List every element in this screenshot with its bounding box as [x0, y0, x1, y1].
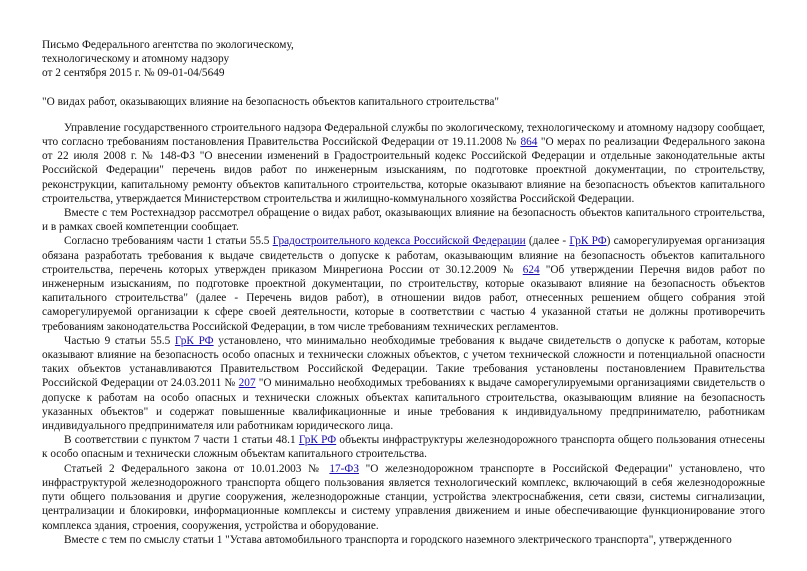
paragraph-3-text-a: Согласно требованиям части 1 статьи 55.5 — [64, 235, 273, 248]
paragraph-6-text-a: Статьей 2 Федерального закона от 10.01.2003 № — [64, 462, 330, 475]
link-grk-full[interactable]: Градостроительного кодекса Российской Федерации — [272, 235, 526, 248]
header-line-2: технологическому и атомному надзору — [42, 53, 230, 66]
header-line-1: Письмо Федерального агентства по экологическому, — [42, 39, 294, 51]
paragraph-4-text-a: Частью 9 статьи 55.5 — [64, 334, 175, 347]
paragraph-3-text-c: ) саморегулируемая организация обязана разработать требования к выдаче свидетельств о допуске к работам, оказывающим влияние на безопасность объектов капитального строительства, перечень которых утвержден приказом Минрегиона России от 30.12.2009 № — [42, 235, 765, 276]
paragraph-2: Вместе с тем Ростехнадзор рассмотрел обращение о видах работ, оказывающих влияние на безопасность объектов капитального строительства, и в рамках своей компетенции сообщает. — [42, 207, 765, 234]
paragraph-3-text-d: "Об утверждении Перечня видов работ по инженерным изысканиям, по подготовке проектной документации, по строительству, которые оказывают влияние на безопасность объектов капитального строительства" (далее - Перечень видов работ), в отношении видов работ, отнесенных решением общего собрания этой саморегулируемой организации к сфере своей деятельности, которые в соответствии с частью 4 указанной статьи не должны противоречить требованиям законодательства Российской Федерации, в том числе требованиям технических регламентов. — [42, 263, 765, 333]
paragraph-7: Вместе с тем по смыслу статьи 1 "Устава автомобильного транспорта и городского наземного электрического транспорта", утвержденного — [64, 533, 732, 546]
link-grk-short-2[interactable]: ГрК РФ — [174, 334, 214, 347]
paragraph-3 — [42, 234, 765, 333]
paragraph-5 — [42, 433, 765, 461]
link-resolution-207[interactable]: 207 — [238, 377, 256, 390]
paragraph-3-text-b: (далее - — [525, 235, 570, 248]
paragraph-4-text-c: "О минимально необходимых требованиях к выдаче саморегулируемыми организациями свидетельств о допуске к работам на особо опасных и технически сложных объектах капитального строительства, оказывающим влияние на безопасность указанных объектов" и содержат повышенные квалификационные и иные требования к индивидуальному предпринимателю, работникам индивидуального предпринимателя или работникам юридического лица. — [42, 377, 765, 433]
link-grk-short-1[interactable]: ГрК РФ — [569, 235, 607, 248]
link-law-17fz[interactable]: 17-ФЗ — [329, 462, 360, 475]
paragraph-4 — [42, 334, 765, 433]
paragraph-4-text-b: установлено, что минимально необходимые требования к выдаче свидетельств о допуске к работам, которые оказывают влияние на безопасность особо опасных и технически сложных объектов, с учетом технической сложности и потенциальной опасности таких объектов устанавливаются Правительством Российской Федерации. Такие требования установлены постановлением Правительства Российской Федерации от 24.03.2011 № — [42, 334, 765, 390]
document-body — [42, 121, 765, 547]
link-order-624[interactable]: 624 — [522, 263, 540, 276]
paragraph-6-text-b: "О железнодорожном транспорте в Российской Федерации" установлено, что инфраструктурой железнодорожного транспорта общего пользования является технологический комплекс, включающий в себя железнодорожные пути общего пользования и другие сооружения, железнодорожные станции, устройства электроснабжения, сети связи, системы сигнализации, централизации и блокировки, информационные комплексы и систему управления движением и иные обеспечивающие функционирование этого комплекса здания, строения, сооружения, устройства и оборудование. — [42, 462, 765, 532]
link-resolution-864[interactable]: 864 — [520, 136, 538, 149]
paragraph-1-text-a: Управление государственного строительного надзора Федеральной службы по экологическому, технологическому и атомному надзору сообщает, что согласно требованиям постановления Правительства Российской Федерации от 19.11.2008 № — [42, 121, 765, 149]
link-grk-short-3[interactable]: ГрК РФ — [298, 434, 337, 447]
paragraph-6 — [42, 462, 765, 533]
header-line-3: от 2 сентября 2015 г. № 09-01-04/5649 — [42, 67, 225, 80]
document-header — [42, 38, 765, 81]
paragraph-1 — [42, 121, 765, 206]
paragraph-5-text-b: объекты инфраструктуры железнодорожного транспорта общего пользования отнесены к особо опасным и технически сложным объектам капитального строительства. — [42, 434, 765, 461]
paragraph-5-text-a: В соответствии с пунктом 7 части 1 статьи 48.1 — [64, 434, 299, 447]
document-title: "О видах работ, оказывающих влияние на безопасность объектов капитального строительства" — [42, 95, 499, 108]
paragraph-1-text-b: "О мерах по реализации Федерального закона от 22 июля 2008 г. № 148-ФЗ "О внесении изменений в Градостроительный кодекс Российской Федерации и отдельные законодательные акты Российской Федерации" перечень видов работ по инженерным изысканиям, по подготовке проектной документации, по строительству, реконструкции, капитальному ремонту объектов капитального строительства, которые оказывают влияние на безопасность объектов капитального строительства, утверждается Министерством строительства и жилищно-коммунального хозяйства Российской Федерации. — [42, 136, 765, 205]
